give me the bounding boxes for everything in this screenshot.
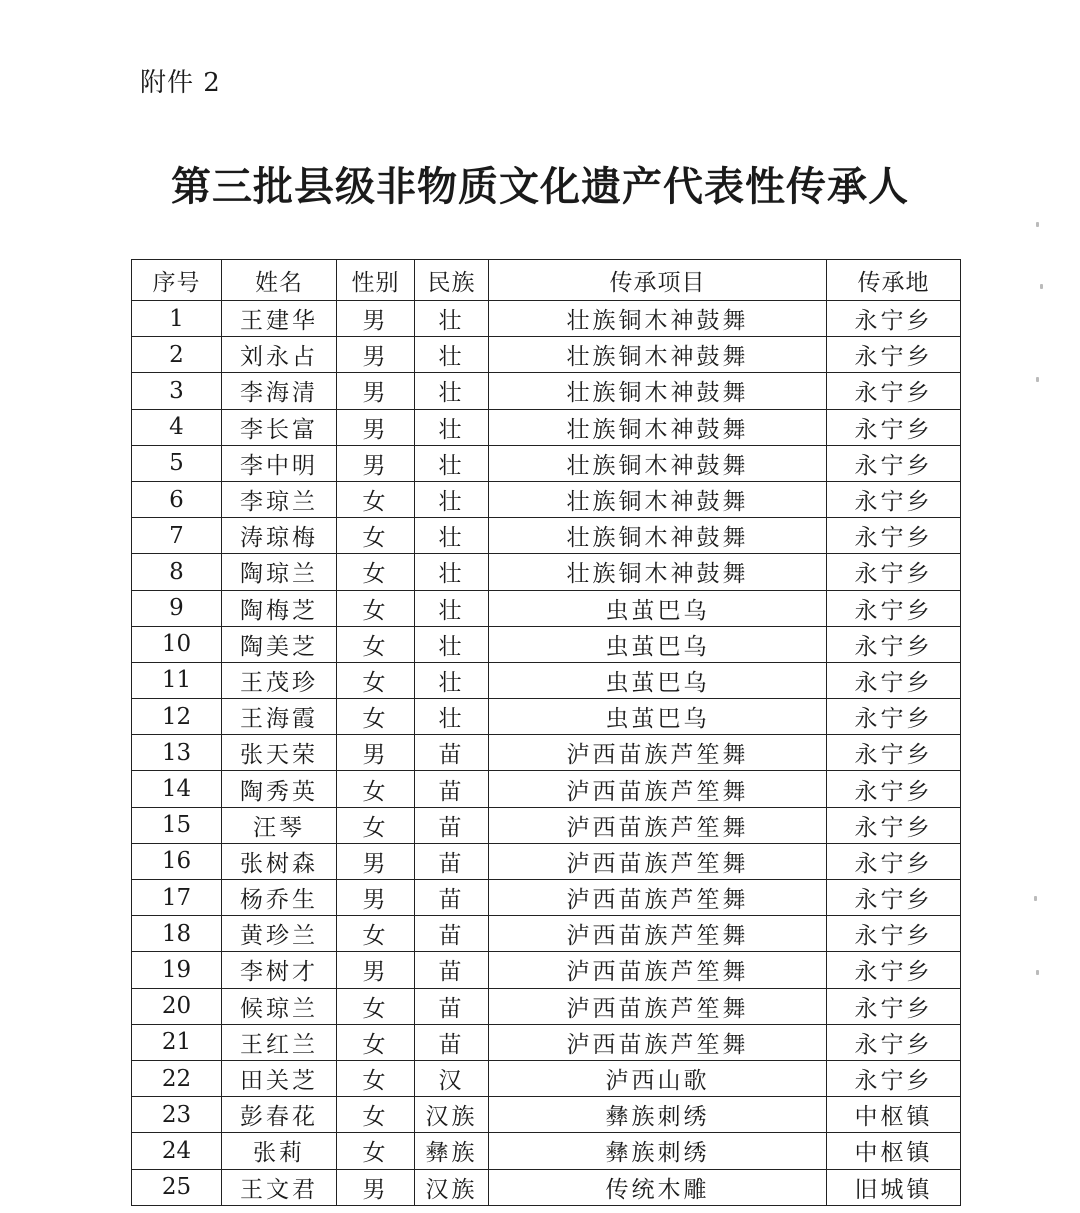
cell-name: 刘永占: [222, 337, 337, 373]
cell-gender: 女: [337, 1024, 415, 1060]
header-cell-ethnicity: 民族: [415, 260, 489, 301]
cell-index: 8: [132, 554, 222, 590]
table-row: [132, 337, 961, 373]
cell-gender: 男: [337, 409, 415, 445]
cell-name: 王文君: [222, 1169, 337, 1205]
cell-location: 永宁乡: [827, 481, 961, 517]
cell-name: 张莉: [222, 1133, 337, 1169]
cell-name: 李树才: [222, 952, 337, 988]
header-cell-location: 传承地: [827, 260, 961, 301]
cell-project: 泸西山歌: [489, 1060, 827, 1096]
table-row: [132, 518, 961, 554]
table-row: [132, 554, 961, 590]
cell-index: 5: [132, 445, 222, 481]
cell-ethnicity: 壮: [415, 518, 489, 554]
cell-gender: 女: [337, 807, 415, 843]
cell-name: 李海清: [222, 373, 337, 409]
cell-name: 汪琴: [222, 807, 337, 843]
cell-project: 壮族铜木神鼓舞: [489, 445, 827, 481]
cell-index: 20: [132, 988, 222, 1024]
table-row: [132, 699, 961, 735]
cell-project: 泸西苗族芦笙舞: [489, 916, 827, 952]
cell-index: 1: [132, 301, 222, 337]
cell-location: 永宁乡: [827, 807, 961, 843]
cell-name: 张天荣: [222, 735, 337, 771]
header-cell-index: 序号: [132, 260, 222, 301]
attachment-label: 附件 2: [140, 68, 221, 98]
cell-ethnicity: 壮: [415, 699, 489, 735]
cell-index: 15: [132, 807, 222, 843]
cell-gender: 女: [337, 1060, 415, 1096]
cell-gender: 男: [337, 843, 415, 879]
cell-ethnicity: 彝族: [415, 1133, 489, 1169]
table-row: [132, 1169, 961, 1205]
cell-project: 泸西苗族芦笙舞: [489, 952, 827, 988]
table-row: [132, 988, 961, 1024]
cell-index: 3: [132, 373, 222, 409]
cell-name: 李中明: [222, 445, 337, 481]
cell-name: 彭春花: [222, 1097, 337, 1133]
cell-location: 永宁乡: [827, 771, 961, 807]
cell-gender: 男: [337, 1169, 415, 1205]
cell-location: 永宁乡: [827, 952, 961, 988]
cell-location: 永宁乡: [827, 916, 961, 952]
cell-project: 泸西苗族芦笙舞: [489, 880, 827, 916]
cell-name: 陶梅芝: [222, 590, 337, 626]
cell-index: 24: [132, 1133, 222, 1169]
header-cell-name: 姓名: [222, 260, 337, 301]
cell-index: 7: [132, 518, 222, 554]
scan-speck: [1036, 970, 1039, 975]
document-title: 第三批县级非物质文化遗产代表性传承人: [171, 164, 909, 210]
cell-gender: 女: [337, 481, 415, 517]
cell-project: 虫茧巴乌: [489, 662, 827, 698]
scan-speck: [1036, 222, 1039, 227]
cell-ethnicity: 壮: [415, 590, 489, 626]
table-body: [132, 301, 961, 1206]
cell-ethnicity: 汉族: [415, 1169, 489, 1205]
cell-location: 永宁乡: [827, 1060, 961, 1096]
cell-project: 彝族刺绣: [489, 1097, 827, 1133]
cell-index: 16: [132, 843, 222, 879]
table-row: [132, 445, 961, 481]
table-row: [132, 626, 961, 662]
cell-project: 壮族铜木神鼓舞: [489, 554, 827, 590]
cell-index: 18: [132, 916, 222, 952]
inheritors-table-container: [131, 259, 961, 1206]
inheritors-table: [131, 259, 961, 1206]
cell-project: 虫茧巴乌: [489, 699, 827, 735]
cell-gender: 女: [337, 662, 415, 698]
table-row: [132, 1097, 961, 1133]
cell-ethnicity: 苗: [415, 952, 489, 988]
cell-gender: 女: [337, 626, 415, 662]
cell-ethnicity: 苗: [415, 771, 489, 807]
cell-ethnicity: 苗: [415, 880, 489, 916]
cell-name: 李长富: [222, 409, 337, 445]
scan-speck: [1036, 377, 1039, 382]
cell-index: 22: [132, 1060, 222, 1096]
cell-ethnicity: 壮: [415, 481, 489, 517]
cell-location: 永宁乡: [827, 988, 961, 1024]
cell-project: 壮族铜木神鼓舞: [489, 409, 827, 445]
cell-project: 壮族铜木神鼓舞: [489, 337, 827, 373]
cell-gender: 男: [337, 301, 415, 337]
cell-name: 王建华: [222, 301, 337, 337]
cell-project: 泸西苗族芦笙舞: [489, 843, 827, 879]
cell-ethnicity: 苗: [415, 1024, 489, 1060]
cell-gender: 女: [337, 518, 415, 554]
header-cell-gender: 性别: [337, 260, 415, 301]
cell-location: 旧城镇: [827, 1169, 961, 1205]
cell-index: 4: [132, 409, 222, 445]
scan-speck: [1034, 896, 1037, 901]
table-row: [132, 590, 961, 626]
table-header-row: [132, 260, 961, 301]
cell-project: 壮族铜木神鼓舞: [489, 481, 827, 517]
cell-location: 永宁乡: [827, 554, 961, 590]
cell-project: 壮族铜木神鼓舞: [489, 373, 827, 409]
table-row: [132, 301, 961, 337]
cell-project: 泸西苗族芦笙舞: [489, 771, 827, 807]
cell-location: 永宁乡: [827, 662, 961, 698]
cell-project: 泸西苗族芦笙舞: [489, 988, 827, 1024]
cell-name: 陶秀英: [222, 771, 337, 807]
cell-location: 永宁乡: [827, 445, 961, 481]
cell-project: 传统木雕: [489, 1169, 827, 1205]
cell-index: 6: [132, 481, 222, 517]
cell-gender: 男: [337, 952, 415, 988]
cell-location: 永宁乡: [827, 1024, 961, 1060]
cell-location: 永宁乡: [827, 735, 961, 771]
cell-project: 壮族铜木神鼓舞: [489, 518, 827, 554]
cell-location: 永宁乡: [827, 626, 961, 662]
cell-name: 涛琼梅: [222, 518, 337, 554]
cell-index: 19: [132, 952, 222, 988]
cell-gender: 女: [337, 771, 415, 807]
cell-gender: 男: [337, 373, 415, 409]
table-row: [132, 771, 961, 807]
scan-speck: [1040, 284, 1043, 289]
cell-index: 12: [132, 699, 222, 735]
table-row: [132, 843, 961, 879]
cell-project: 虫茧巴乌: [489, 626, 827, 662]
cell-gender: 女: [337, 699, 415, 735]
cell-ethnicity: 壮: [415, 554, 489, 590]
cell-location: 永宁乡: [827, 301, 961, 337]
table-row: [132, 1133, 961, 1169]
cell-location: 永宁乡: [827, 337, 961, 373]
cell-gender: 女: [337, 554, 415, 590]
cell-location: 永宁乡: [827, 409, 961, 445]
cell-name: 王红兰: [222, 1024, 337, 1060]
cell-gender: 女: [337, 988, 415, 1024]
table-row: [132, 481, 961, 517]
cell-index: 17: [132, 880, 222, 916]
cell-project: 泸西苗族芦笙舞: [489, 1024, 827, 1060]
cell-gender: 男: [337, 880, 415, 916]
header-cell-project: 传承项目: [489, 260, 827, 301]
cell-ethnicity: 壮: [415, 301, 489, 337]
cell-index: 9: [132, 590, 222, 626]
cell-gender: 女: [337, 1097, 415, 1133]
cell-name: 李琼兰: [222, 481, 337, 517]
table-row: [132, 807, 961, 843]
cell-location: 永宁乡: [827, 880, 961, 916]
cell-ethnicity: 苗: [415, 843, 489, 879]
cell-index: 2: [132, 337, 222, 373]
table-row: [132, 952, 961, 988]
cell-project: 泸西苗族芦笙舞: [489, 735, 827, 771]
cell-ethnicity: 汉: [415, 1060, 489, 1096]
cell-ethnicity: 壮: [415, 409, 489, 445]
cell-name: 陶美芝: [222, 626, 337, 662]
cell-name: 候琼兰: [222, 988, 337, 1024]
cell-gender: 男: [337, 445, 415, 481]
cell-ethnicity: 苗: [415, 916, 489, 952]
cell-index: 11: [132, 662, 222, 698]
cell-location: 中枢镇: [827, 1133, 961, 1169]
cell-index: 10: [132, 626, 222, 662]
cell-location: 永宁乡: [827, 518, 961, 554]
cell-index: 23: [132, 1097, 222, 1133]
cell-ethnicity: 壮: [415, 445, 489, 481]
cell-name: 黄珍兰: [222, 916, 337, 952]
table-row: [132, 1024, 961, 1060]
cell-location: 永宁乡: [827, 590, 961, 626]
cell-ethnicity: 壮: [415, 337, 489, 373]
table-row: [132, 735, 961, 771]
cell-name: 王茂珍: [222, 662, 337, 698]
cell-ethnicity: 壮: [415, 626, 489, 662]
cell-index: 21: [132, 1024, 222, 1060]
table-row: [132, 662, 961, 698]
table-row: [132, 1060, 961, 1096]
table-row: [132, 409, 961, 445]
cell-project: 泸西苗族芦笙舞: [489, 807, 827, 843]
cell-gender: 女: [337, 590, 415, 626]
cell-location: 中枢镇: [827, 1097, 961, 1133]
cell-ethnicity: 苗: [415, 807, 489, 843]
cell-project: 虫茧巴乌: [489, 590, 827, 626]
cell-location: 永宁乡: [827, 699, 961, 735]
cell-gender: 女: [337, 916, 415, 952]
cell-gender: 女: [337, 1133, 415, 1169]
cell-gender: 男: [337, 337, 415, 373]
cell-ethnicity: 苗: [415, 735, 489, 771]
cell-index: 25: [132, 1169, 222, 1205]
cell-name: 王海霞: [222, 699, 337, 735]
cell-name: 田关芝: [222, 1060, 337, 1096]
table-row: [132, 373, 961, 409]
cell-name: 张树森: [222, 843, 337, 879]
cell-ethnicity: 汉族: [415, 1097, 489, 1133]
cell-name: 杨乔生: [222, 880, 337, 916]
cell-location: 永宁乡: [827, 843, 961, 879]
cell-project: 彝族刺绣: [489, 1133, 827, 1169]
cell-ethnicity: 壮: [415, 662, 489, 698]
cell-project: 壮族铜木神鼓舞: [489, 301, 827, 337]
cell-index: 14: [132, 771, 222, 807]
cell-ethnicity: 壮: [415, 373, 489, 409]
cell-gender: 男: [337, 735, 415, 771]
cell-index: 13: [132, 735, 222, 771]
table-row: [132, 880, 961, 916]
cell-location: 永宁乡: [827, 373, 961, 409]
cell-name: 陶琼兰: [222, 554, 337, 590]
cell-ethnicity: 苗: [415, 988, 489, 1024]
table-row: [132, 916, 961, 952]
